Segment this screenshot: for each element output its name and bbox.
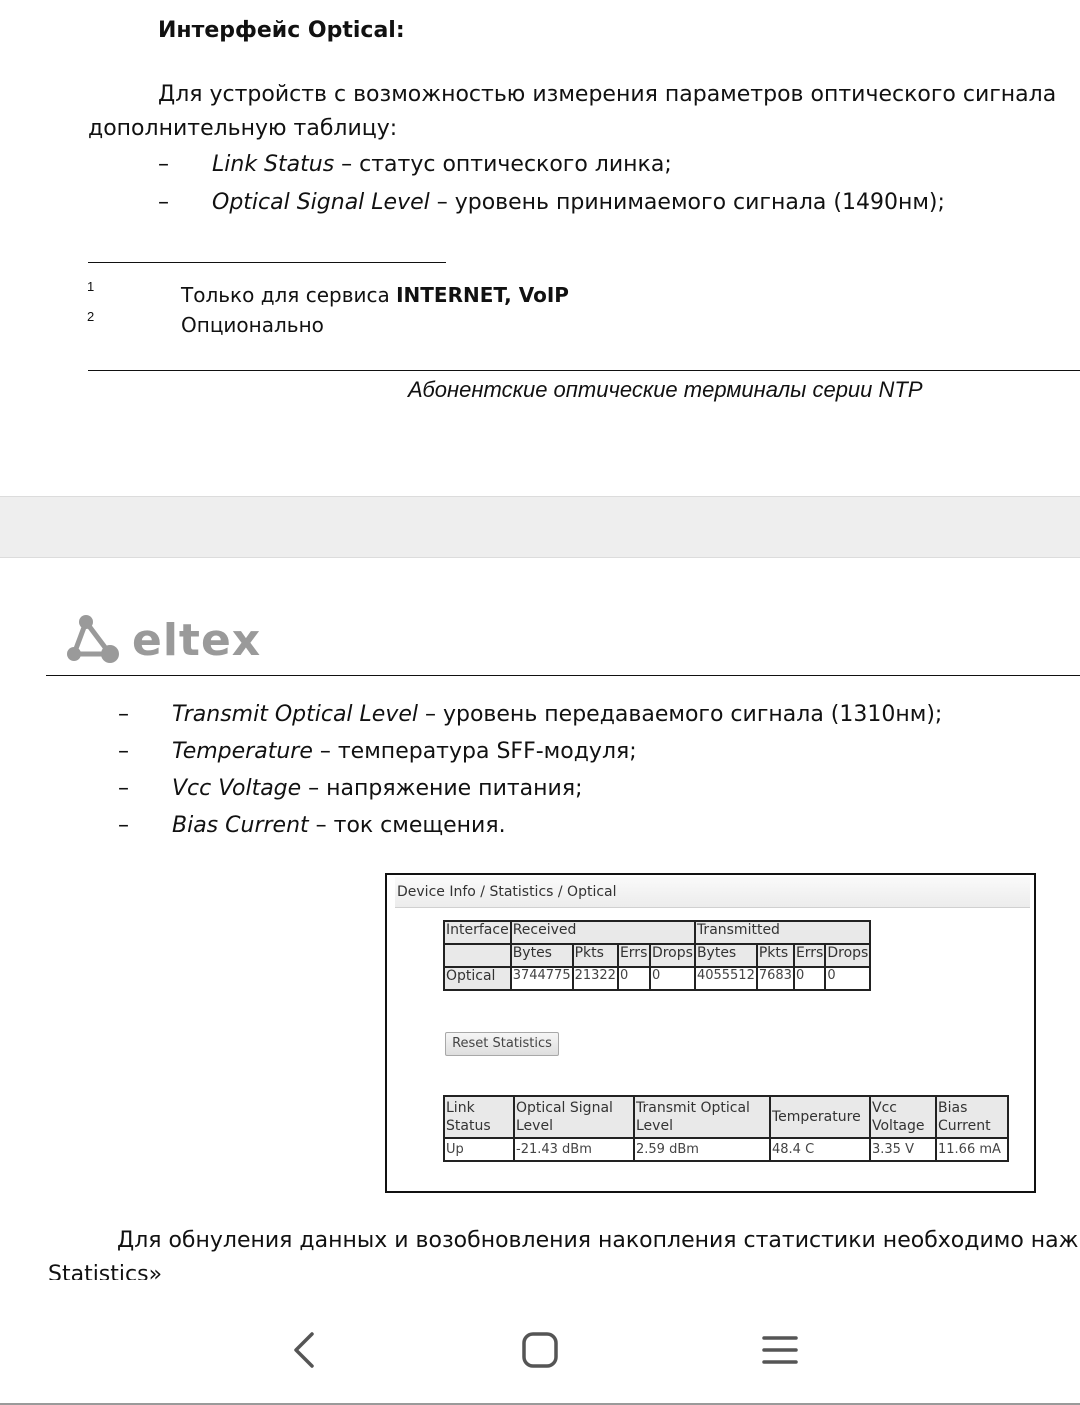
table-header: Transmitted <box>695 921 870 944</box>
page-footer-title: Абонентские оптические терминалы серии NTP <box>408 377 923 402</box>
table-header-empty <box>444 944 511 967</box>
home-icon <box>520 1330 560 1370</box>
table-cell: 0 <box>650 967 695 990</box>
table-header: Link Status <box>444 1096 514 1138</box>
table-header: Transmit Optical Level <box>634 1096 770 1138</box>
table-header: Temperature <box>770 1096 870 1138</box>
bullet-desc: – статус оптического линка; <box>334 152 672 177</box>
bullet-desc: – температура SFF-модуля; <box>312 739 637 764</box>
table-header: Pkts <box>573 944 618 967</box>
reset-statistics-button[interactable]: Reset Statistics <box>445 1032 559 1056</box>
table-header: Errs <box>618 944 650 967</box>
bullet-term: Link Status <box>212 152 335 177</box>
page-header-rule <box>46 675 1080 676</box>
breadcrumb: Device Info / Statistics / Optical <box>395 877 1030 908</box>
table-cell: 0 <box>825 967 870 990</box>
table-header: Pkts <box>757 944 794 967</box>
bullet-term: Transmit Optical Level <box>172 702 418 727</box>
eltex-logo-icon <box>66 612 128 668</box>
table-cell: 3.35 V <box>870 1138 936 1161</box>
table-header: Interface <box>444 921 511 944</box>
bullet-desc: – ток смещения. <box>308 813 506 838</box>
footnote-text-prefix: Только для сервиса <box>181 283 397 307</box>
table-header: Bias Current <box>936 1096 1008 1138</box>
table-cell: 21322 <box>573 967 618 990</box>
table-cell: -21.43 dBm <box>514 1138 634 1161</box>
bullet-desc: – уровень принимаемого сигнала (1490нм); <box>429 190 945 215</box>
footnote-number: 1 <box>87 279 95 294</box>
bullet-dash: – <box>118 739 129 764</box>
bullet-desc: – напряжение питания; <box>301 776 583 801</box>
bullet-dash: – <box>118 813 129 838</box>
logo-wordmark: eltex <box>132 614 262 666</box>
bullet-term: Bias Current <box>172 813 309 838</box>
footnote-separator <box>88 262 446 263</box>
navigation-bar <box>0 1282 1080 1405</box>
recents-icon <box>760 1330 800 1370</box>
section-heading: Интерфейс Optical: <box>158 18 405 43</box>
table-cell: 0 <box>618 967 650 990</box>
back-button[interactable] <box>275 1320 335 1380</box>
recents-button[interactable] <box>750 1320 810 1380</box>
paragraph-line: дополнительную таблицу: <box>88 116 398 141</box>
device-screenshot <box>385 873 1036 1193</box>
back-icon <box>290 1330 320 1370</box>
table-cell: 11.66 mA <box>936 1138 1008 1161</box>
table-cell: 0 <box>794 967 825 990</box>
table-cell: Up <box>444 1138 514 1161</box>
table-cell: 48.4 C <box>770 1138 870 1161</box>
table-header: Optical Signal Level <box>514 1096 634 1138</box>
page-separator <box>0 496 1080 558</box>
bullet-dash: – <box>118 776 129 801</box>
bullet-item <box>118 813 506 838</box>
table-header: Drops <box>825 944 870 967</box>
table-row-label: Optical <box>444 967 511 990</box>
table-header: Bytes <box>695 944 757 967</box>
footnote-text <box>181 283 569 307</box>
home-button[interactable] <box>510 1320 570 1380</box>
bullet-dash: – <box>158 190 169 215</box>
table-cell: 4055512 <box>695 967 757 990</box>
footnote-text-bold: INTERNET, VoIP <box>396 283 569 307</box>
footnote-number: 2 <box>87 309 95 324</box>
table-header: Bytes <box>511 944 573 967</box>
eltex-logo <box>66 612 261 668</box>
bullet-desc: – уровень передаваемого сигнала (1310нм); <box>418 702 943 727</box>
paragraph-line: Для устройств с возможностью измерения параметров оптического сигнала <box>158 82 1057 107</box>
footnote-text <box>181 313 324 337</box>
paragraph-line-cut: Statistics» <box>48 1262 163 1280</box>
optical-params-table <box>443 1095 1009 1162</box>
table-header: Errs <box>794 944 825 967</box>
bullet-item <box>118 702 942 727</box>
bullet-term: Optical Signal Level <box>212 190 430 215</box>
paragraph-line: Для обнуления данных и возобновления накопления статистики необходимо наж <box>117 1228 1079 1253</box>
traffic-stats-table <box>443 920 871 991</box>
footnote-text-prefix: Опционально <box>181 313 324 337</box>
table-header: Received <box>511 921 695 944</box>
bullet-term: Vcc Voltage <box>172 776 302 801</box>
table-row <box>444 1138 1008 1161</box>
bullet-item <box>158 190 945 215</box>
bullet-dash: – <box>118 702 129 727</box>
bullet-dash: – <box>158 152 169 177</box>
table-header: Drops <box>650 944 695 967</box>
table-header: Vcc Voltage <box>870 1096 936 1138</box>
page-footer-rule <box>88 370 1080 371</box>
bullet-item <box>118 776 583 801</box>
table-row <box>444 967 870 990</box>
table-cell: 3744775 <box>511 967 573 990</box>
bullet-item <box>118 739 637 764</box>
table-cell: 7683 <box>757 967 794 990</box>
table-cell: 2.59 dBm <box>634 1138 770 1161</box>
bullet-item <box>158 152 672 177</box>
bullet-term: Temperature <box>172 739 313 764</box>
